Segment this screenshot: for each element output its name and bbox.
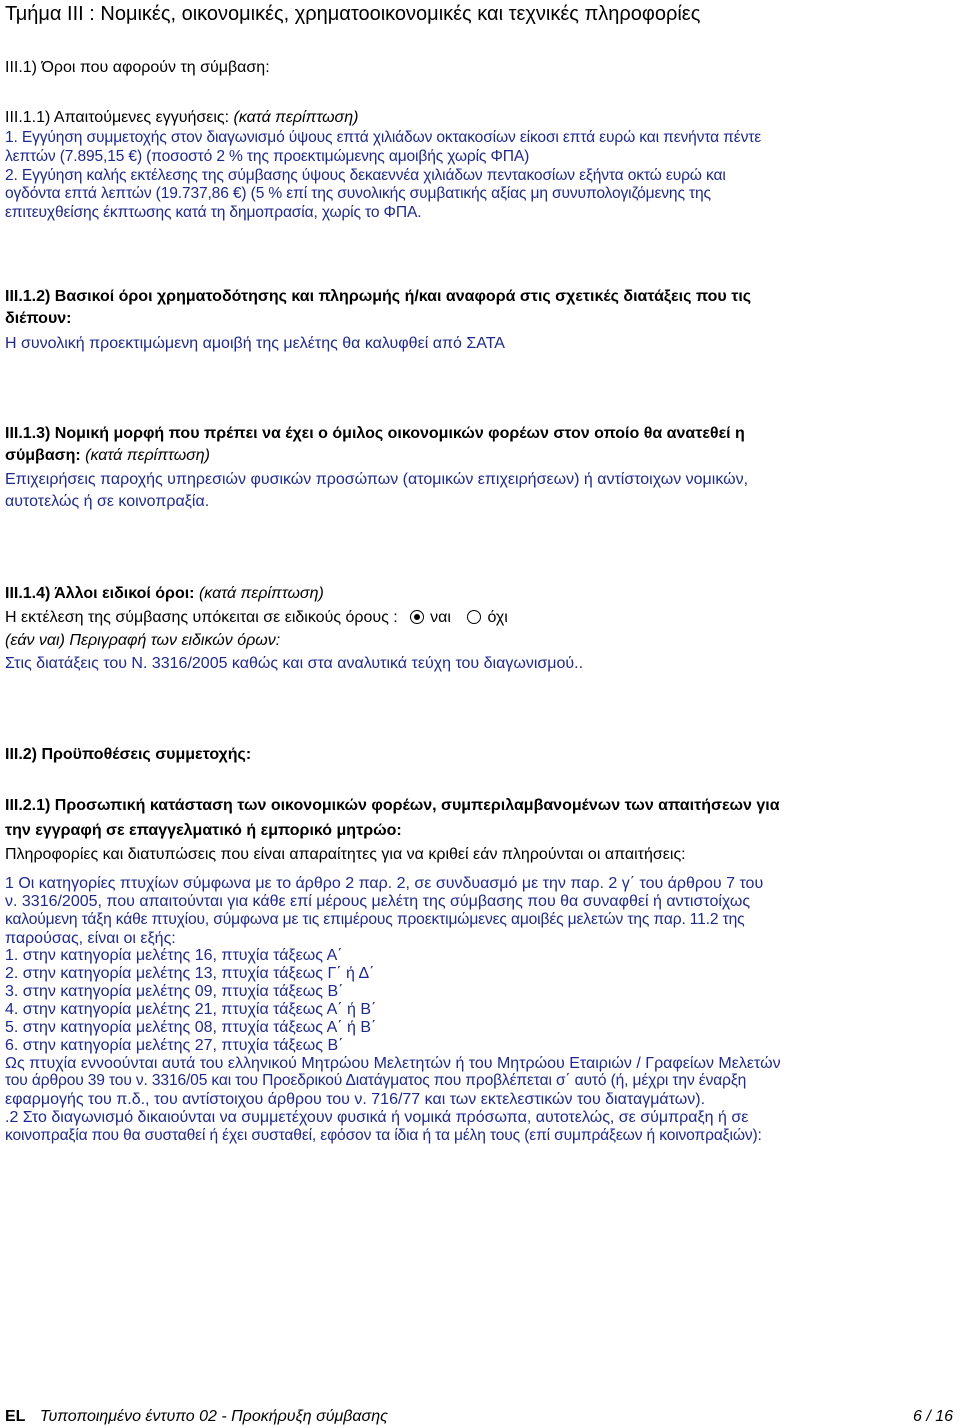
- special-terms-question: [5, 608, 508, 627]
- heading-iii-2-1-cont: την εγγραφή σε επαγγελματικό ή εμπορικό μητρώο:: [5, 822, 402, 839]
- requirements-line: 6. στην κατηγορία μελέτης 27, πτυχία τάξεως Β΄: [5, 1037, 344, 1054]
- heading-iii-1-2: ΙΙΙ.1.2) Βασικοί όροι χρηματοδότησης και πληρωμής ή/και αναφορά στις σχετικές διατάξεις που τις: [5, 288, 752, 305]
- heading-iii-1-3: ΙΙΙ.1.3) Νομική μορφή που πρέπει να έχει ο όμιλος οικονομικών φορέων στον οποίο θα ανατεθεί η: [5, 425, 745, 442]
- requirements-line: καλούμενη τάξη κάθε πτυχίου, σύμφωνα με τις επιμέρους προεκτιμώμενες αμοιβές μελετών της παρ. 11.2 της: [5, 911, 745, 928]
- requirements-line: εφαρμογής του π.δ., του αντίστοιχου άρθρου του ν. 716/77 και των εκτελεστικών του διαταγμάτων).: [5, 1091, 706, 1108]
- requirements-line: 1 Οι κατηγορίες πτυχίων σύμφωνα με το άρθρο 2 παρ. 2, σε συνδυασμό με την παρ. 2 γ΄ του άρθρου 7 του: [5, 875, 764, 892]
- funding-text: Η συνολική προεκτιμώμενη αμοιβή της μελέτης θα καλυφθεί από ΣΑΤΑ: [5, 335, 505, 352]
- heading-iii-1-1-label: ΙΙΙ.1.1) Απαιτούμενες εγγυήσεις:: [5, 109, 230, 126]
- guarantee-line: 2. Εγγύηση καλής εκτέλεσης της σύμβασης ύψους δεκαεννέα χιλιάδων πεντακοσίων εξήντα οκτώ ευρώ και: [5, 167, 726, 184]
- requirements-line: 1. στην κατηγορία μελέτης 16, πτυχία τάξεως Α΄: [5, 947, 343, 964]
- requirements-intro: Πληροφορίες και διατυπώσεις που είναι απαραίτητες για να κριθεί εάν πληρούνται οι απαιτήσεις:: [5, 846, 686, 863]
- guarantee-line: ογδόντα επτά λεπτών (19.737,86 €) (5 % επί της συνολικής συμβατικής αξίας μη συνυπολογιζόμενης της: [5, 185, 711, 202]
- legal-form-text: Επιχειρήσεις παροχής υπηρεσιών φυσικών προσώπων (ατομικών επιχειρήσεων) ή αντίστοιχων νομικών,: [5, 471, 749, 488]
- section-title: Τμήμα ΙΙΙ : Νομικές, οικονομικές, χρηματοοικονομικές και τεχνικές πληροφορίες: [5, 3, 701, 25]
- special-terms-desc-label: (εάν ναι) Περιγραφή των ειδικών όρων:: [5, 632, 281, 649]
- heading-iii-1-4-label: ΙΙΙ.1.4) Άλλοι ειδικοί όροι:: [5, 585, 195, 602]
- guarantee-line: λεπτών (7.895,15 €) (ποσοστό 2 % της προεκτιμώμενης αμοιβής χωρίς ΦΠΑ): [5, 148, 530, 165]
- heading-iii-2-1: ΙΙΙ.2.1) Προσωπική κατάσταση των οικονομικών φορέων, συμπεριλαμβανομένων των απαιτήσεων για: [5, 797, 780, 814]
- legal-form-text: αυτοτελώς ή σε κοινοπραξία.: [5, 493, 210, 510]
- requirements-line: 3. στην κατηγορία μελέτης 09, πτυχία τάξεως Β΄: [5, 983, 344, 1000]
- requirements-line: 5. στην κατηγορία μελέτης 08, πτυχία τάξεως Α΄ ή Β΄: [5, 1019, 377, 1036]
- radio-yes-label: ναι: [430, 609, 451, 626]
- heading-iii-1-3-cont: [5, 446, 210, 465]
- page-footer: [5, 1407, 953, 1426]
- requirements-line: Ως πτυχία εννοούνται αυτά του ελληνικού Μητρώου Μελετητών ή του Μητρώου Εταιριών / Γραφείων Μελετών: [5, 1055, 781, 1072]
- heading-iii-2: ΙΙΙ.2) Προϋποθέσεις συμμετοχής:: [5, 746, 252, 763]
- requirements-line: 2. στην κατηγορία μελέτης 13, πτυχία τάξεως Γ΄ ή Δ΄: [5, 965, 375, 982]
- guarantee-line: 1. Εγγύηση συμμετοχής στον διαγωνισμό ύψους επτά χιλιάδων οκτακοσίων είκοσι επτά ευρώ και πενήντα πέντε: [5, 129, 762, 146]
- footer-form-name: Τυποποιημένο έντυπο 02 - Προκήρυξη σύμβασης: [39, 1408, 388, 1425]
- requirements-line: παρούσας, είναι οι εξής:: [5, 930, 176, 947]
- radio-no[interactable]: [467, 610, 481, 624]
- requirements-line: .2 Στο διαγωνισμό δικαιούνται να συμμετέχουν φυσικά ή νομικά πρόσωπα, αυτοτελώς, σε σύμπραξη ή σε: [5, 1109, 749, 1126]
- heading-iii-1-3-label: σύμβαση:: [5, 447, 81, 464]
- heading-iii-1-4-note: (κατά περίπτωση): [198, 585, 324, 602]
- requirements-line: 4. στην κατηγορία μελέτης 21, πτυχία τάξεως Α΄ ή Β΄: [5, 1001, 377, 1018]
- heading-iii-1: ΙΙΙ.1) Όροι που αφορούν τη σύμβαση:: [5, 59, 270, 76]
- requirements-line: ν. 3316/2005, που απαιτούνται για κάθε επί μέρους μελέτη της σύμβασης που θα συναφθεί ή αντιστοίχως: [5, 893, 751, 910]
- requirements-line: κοινοπραξία που θα συσταθεί ή έχει συσταθεί, εφόσον τα ίδια ή τα μέλη τους (επί συμπράξεων ή κοινοπραξιών):: [5, 1127, 762, 1144]
- heading-iii-1-1-note: (κατά περίπτωση): [233, 109, 359, 126]
- heading-iii-1-2-cont: διέπουν:: [5, 310, 72, 327]
- footer-language: EL: [5, 1408, 26, 1425]
- requirements-line: του άρθρου 39 του ν. 3316/05 και του Προεδρικού Διατάγματος που προβλέπεται σ΄ αυτό (ή, μέχρι την έναρξη: [5, 1072, 747, 1089]
- special-terms-desc: Στις διατάξεις του Ν. 3316/2005 καθώς και στα αναλυτικά τεύχη του διαγωνισμού..: [5, 655, 584, 672]
- heading-iii-1-1: [5, 108, 358, 127]
- footer-page-number: 6 / 16: [912, 1408, 953, 1425]
- radio-no-label: όχι: [487, 609, 508, 626]
- heading-iii-1-3-note: (κατά περίπτωση): [85, 447, 211, 464]
- radio-yes[interactable]: [410, 610, 424, 624]
- heading-iii-1-4: [5, 584, 324, 603]
- guarantee-line: επιτευχθείσης έκπτωσης κατά τη δημοπρασία, χωρίς το ΦΠΑ.: [5, 204, 422, 221]
- special-terms-question-text: Η εκτέλεση της σύμβασης υπόκειται σε ειδικούς όρους :: [5, 609, 398, 626]
